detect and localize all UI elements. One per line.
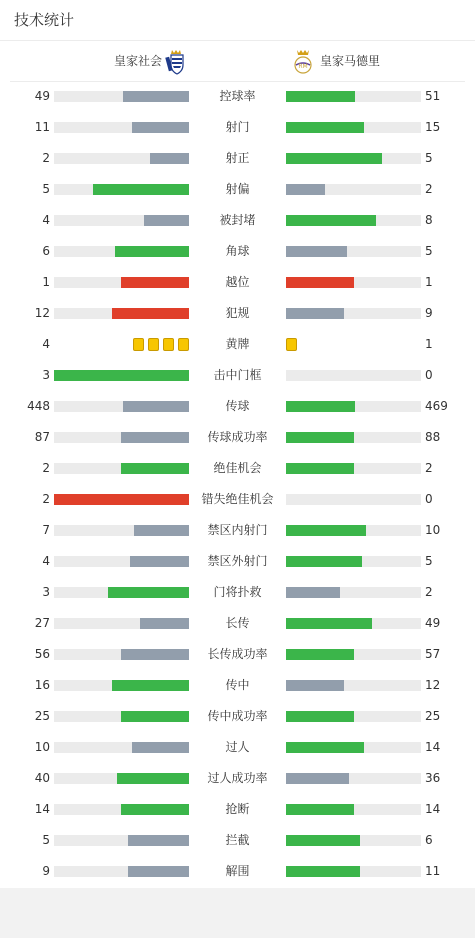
home-stat-bar-track bbox=[54, 525, 189, 536]
home-stat-value: 27 bbox=[34, 616, 50, 630]
stat-row bbox=[0, 205, 475, 236]
away-stat-bar-track bbox=[286, 401, 421, 412]
stat-label: 击中门框 bbox=[213, 368, 262, 382]
stat-row bbox=[0, 577, 475, 608]
away-stat-value: 12 bbox=[425, 678, 441, 692]
home-stat-bar bbox=[128, 835, 189, 846]
stat-label: 过人成功率 bbox=[207, 771, 268, 785]
away-stat-bar-track bbox=[286, 866, 421, 877]
away-stat-value: 6 bbox=[425, 833, 433, 847]
home-stat-value: 3 bbox=[42, 585, 50, 599]
away-stat-bar bbox=[286, 525, 366, 536]
home-stat-value: 4 bbox=[42, 554, 50, 568]
away-stat-bar bbox=[286, 215, 376, 226]
away-stat-value: 25 bbox=[425, 709, 441, 723]
away-stat-bar-track bbox=[286, 742, 421, 753]
home-stat-bar-track bbox=[54, 618, 189, 629]
home-stat-value: 5 bbox=[42, 182, 50, 196]
away-stat-bar-track bbox=[286, 711, 421, 722]
away-stat-bar-track bbox=[286, 494, 421, 505]
away-stat-bar-track bbox=[286, 773, 421, 784]
stat-label: 传球成功率 bbox=[207, 430, 268, 444]
stat-label: 传中成功率 bbox=[207, 709, 268, 723]
home-stat-value: 2 bbox=[42, 151, 50, 165]
stat-row bbox=[0, 236, 475, 267]
home-stat-value: 2 bbox=[42, 461, 50, 475]
home-stat-value: 14 bbox=[34, 802, 50, 816]
home-stat-bar-track bbox=[54, 804, 189, 815]
stat-label: 被封堵 bbox=[219, 213, 256, 227]
home-stat-bar bbox=[121, 277, 189, 288]
away-stat-value: 14 bbox=[425, 802, 441, 816]
home-yellow-cards bbox=[129, 338, 189, 351]
away-stat-value: 5 bbox=[425, 554, 433, 568]
home-stat-bar-track bbox=[54, 215, 189, 226]
stat-label: 犯规 bbox=[225, 306, 250, 320]
away-stat-bar-track bbox=[286, 432, 421, 443]
yellow-card-icon bbox=[178, 338, 189, 351]
stat-label: 抢断 bbox=[225, 802, 250, 816]
stat-label: 射偏 bbox=[225, 182, 250, 196]
away-stat-value: 49 bbox=[425, 616, 441, 630]
home-stat-bar bbox=[54, 494, 189, 505]
away-stat-bar-track bbox=[286, 525, 421, 536]
stat-row bbox=[0, 174, 475, 205]
home-stat-bar bbox=[134, 525, 189, 536]
stat-label: 解围 bbox=[225, 864, 250, 878]
home-stat-bar-track bbox=[54, 835, 189, 846]
home-stat-bar-track bbox=[54, 370, 189, 381]
home-stat-bar bbox=[132, 122, 189, 133]
away-stat-bar bbox=[286, 432, 354, 443]
home-stat-bar-track bbox=[54, 91, 189, 102]
home-stat-bar-track bbox=[54, 277, 189, 288]
stat-row bbox=[0, 732, 475, 763]
stat-row bbox=[0, 608, 475, 639]
away-stat-value: 5 bbox=[425, 151, 433, 165]
stat-label: 禁区外射门 bbox=[207, 554, 268, 568]
away-stat-value: 36 bbox=[425, 771, 441, 785]
away-stat-bar-track bbox=[286, 246, 421, 257]
stat-row bbox=[0, 794, 475, 825]
away-stat-bar-track bbox=[286, 91, 421, 102]
away-stat-bar bbox=[286, 866, 360, 877]
home-stat-bar-track bbox=[54, 494, 189, 505]
home-stat-bar bbox=[130, 556, 189, 567]
home-stat-bar-track bbox=[54, 711, 189, 722]
away-yellow-cards bbox=[286, 338, 301, 351]
stat-row bbox=[0, 484, 475, 515]
home-stat-bar-track bbox=[54, 432, 189, 443]
stat-label: 控球率 bbox=[219, 89, 256, 103]
home-stat-bar-track bbox=[54, 153, 189, 164]
home-stat-bar bbox=[93, 184, 189, 195]
stat-label: 传球 bbox=[225, 399, 250, 413]
away-stat-value: 469 bbox=[425, 399, 448, 413]
away-stat-bar-track bbox=[286, 308, 421, 319]
home-stat-bar-track bbox=[54, 122, 189, 133]
stat-row bbox=[0, 701, 475, 732]
away-stat-value: 2 bbox=[425, 461, 433, 475]
team-header bbox=[0, 41, 475, 81]
away-stat-bar bbox=[286, 277, 354, 288]
away-stat-bar bbox=[286, 463, 354, 474]
away-stat-bar-track bbox=[286, 649, 421, 660]
away-stat-bar-track bbox=[286, 153, 421, 164]
home-stat-bar-track bbox=[54, 184, 189, 195]
home-stat-bar bbox=[117, 773, 189, 784]
away-stat-bar-track bbox=[286, 618, 421, 629]
home-stat-value: 9 bbox=[42, 864, 50, 878]
away-stat-bar bbox=[286, 587, 340, 598]
stat-label: 禁区内射门 bbox=[207, 523, 268, 537]
home-stat-value: 56 bbox=[34, 647, 50, 661]
home-stat-bar bbox=[121, 432, 189, 443]
home-stat-bar bbox=[132, 742, 189, 753]
home-stat-value: 2 bbox=[42, 492, 50, 506]
away-stat-value: 51 bbox=[425, 89, 441, 103]
away-stat-value: 88 bbox=[425, 430, 441, 444]
away-stat-bar bbox=[286, 680, 344, 691]
stat-row bbox=[0, 391, 475, 422]
home-stat-bar bbox=[150, 153, 189, 164]
yellow-card-icon bbox=[163, 338, 174, 351]
stat-label: 黄牌 bbox=[225, 337, 250, 351]
yellow-card-icon bbox=[133, 338, 144, 351]
home-stat-value: 16 bbox=[34, 678, 50, 692]
away-team-name: 皇家马德里 bbox=[320, 54, 381, 68]
away-stat-bar bbox=[286, 618, 372, 629]
stat-row bbox=[0, 298, 475, 329]
real-sociedad-crest-icon bbox=[165, 49, 187, 75]
home-stat-value: 12 bbox=[34, 306, 50, 320]
stat-label: 越位 bbox=[225, 275, 250, 289]
stat-row bbox=[0, 329, 475, 360]
stat-label: 角球 bbox=[225, 244, 250, 258]
stat-label: 长传成功率 bbox=[207, 647, 268, 661]
home-stat-bar bbox=[140, 618, 189, 629]
away-stat-bar-track bbox=[286, 587, 421, 598]
stat-label: 射门 bbox=[225, 120, 250, 134]
away-stat-bar bbox=[286, 308, 344, 319]
yellow-card-icon bbox=[286, 338, 297, 351]
page-title: 技术统计 bbox=[14, 11, 75, 29]
away-stat-value: 2 bbox=[425, 585, 433, 599]
away-stat-value: 57 bbox=[425, 647, 441, 661]
home-stat-value: 49 bbox=[34, 89, 50, 103]
home-stat-value: 1 bbox=[42, 275, 50, 289]
away-stat-value: 8 bbox=[425, 213, 433, 227]
stat-row bbox=[0, 546, 475, 577]
home-stat-value: 3 bbox=[42, 368, 50, 382]
away-stat-bar bbox=[286, 122, 364, 133]
stat-row bbox=[0, 422, 475, 453]
stat-row bbox=[0, 143, 475, 174]
home-stat-bar-track bbox=[54, 463, 189, 474]
home-stat-bar bbox=[112, 680, 189, 691]
away-stat-value: 14 bbox=[425, 740, 441, 754]
away-stat-bar bbox=[286, 401, 355, 412]
away-stat-value: 10 bbox=[425, 523, 441, 537]
home-stat-bar bbox=[54, 370, 189, 381]
home-stat-bar-track bbox=[54, 680, 189, 691]
away-stat-bar-track bbox=[286, 804, 421, 815]
home-stat-bar-track bbox=[54, 773, 189, 784]
home-stat-bar bbox=[121, 804, 189, 815]
home-stat-bar-track bbox=[54, 556, 189, 567]
away-stat-bar-track bbox=[286, 215, 421, 226]
stat-row bbox=[0, 81, 475, 112]
svg-text:RM: RM bbox=[298, 63, 308, 70]
home-stat-bar-track bbox=[54, 649, 189, 660]
home-stat-value: 40 bbox=[34, 771, 50, 785]
home-stat-value: 7 bbox=[42, 523, 50, 537]
away-stat-value: 1 bbox=[425, 337, 433, 351]
stat-label: 错失绝佳机会 bbox=[201, 492, 274, 506]
away-stat-value: 15 bbox=[425, 120, 441, 134]
home-stat-bar-track bbox=[54, 742, 189, 753]
home-stat-bar bbox=[108, 587, 189, 598]
home-stat-bar bbox=[144, 215, 189, 226]
home-stat-bar bbox=[128, 866, 189, 877]
away-stat-bar bbox=[286, 153, 382, 164]
away-stat-value: 0 bbox=[425, 368, 433, 382]
yellow-card-icon bbox=[148, 338, 159, 351]
stat-label: 传中 bbox=[225, 678, 250, 692]
away-stat-bar-track bbox=[286, 463, 421, 474]
stat-row bbox=[0, 763, 475, 794]
away-stat-bar bbox=[286, 184, 325, 195]
away-stat-bar bbox=[286, 804, 354, 815]
stat-label: 过人 bbox=[225, 740, 250, 754]
away-stat-bar-track bbox=[286, 835, 421, 846]
home-stat-bar bbox=[123, 91, 189, 102]
away-stat-bar bbox=[286, 556, 362, 567]
stat-row bbox=[0, 267, 475, 298]
stat-label: 拦截 bbox=[225, 833, 250, 847]
home-stat-value: 4 bbox=[42, 337, 50, 351]
home-stat-bar bbox=[123, 401, 189, 412]
home-stat-value: 87 bbox=[34, 430, 50, 444]
away-stat-bar-track bbox=[286, 680, 421, 691]
stat-row bbox=[0, 515, 475, 546]
away-stat-bar-track bbox=[286, 370, 421, 381]
home-stat-bar bbox=[112, 308, 189, 319]
away-stat-value: 9 bbox=[425, 306, 433, 320]
away-stat-bar-track bbox=[286, 184, 421, 195]
away-stat-bar bbox=[286, 246, 347, 257]
stat-label: 绝佳机会 bbox=[213, 461, 262, 475]
home-stat-value: 5 bbox=[42, 833, 50, 847]
away-stat-bar bbox=[286, 742, 364, 753]
away-stat-value: 1 bbox=[425, 275, 433, 289]
home-stat-bar bbox=[121, 649, 189, 660]
home-stat-bar bbox=[121, 463, 189, 474]
away-stat-value: 5 bbox=[425, 244, 433, 258]
away-stat-value: 0 bbox=[425, 492, 433, 506]
home-stat-bar-track bbox=[54, 401, 189, 412]
home-stat-value: 11 bbox=[34, 120, 50, 134]
home-stat-bar-track bbox=[54, 587, 189, 598]
home-stat-bar-track bbox=[54, 308, 189, 319]
stat-row bbox=[0, 639, 475, 670]
stat-row bbox=[0, 825, 475, 856]
home-stat-bar-track bbox=[54, 866, 189, 877]
away-stat-bar bbox=[286, 649, 354, 660]
home-stat-value: 25 bbox=[34, 709, 50, 723]
home-stat-value: 448 bbox=[27, 399, 50, 413]
away-stat-bar bbox=[286, 835, 360, 846]
home-stat-bar bbox=[121, 711, 189, 722]
home-stat-value: 4 bbox=[42, 213, 50, 227]
away-stat-value: 2 bbox=[425, 182, 433, 196]
away-stat-bar-track bbox=[286, 122, 421, 133]
stat-row bbox=[0, 112, 475, 143]
home-stat-value: 6 bbox=[42, 244, 50, 258]
away-stat-bar bbox=[286, 91, 355, 102]
stat-label: 射正 bbox=[225, 151, 250, 165]
stat-row bbox=[0, 670, 475, 701]
home-stat-bar bbox=[115, 246, 189, 257]
away-stat-value: 11 bbox=[425, 864, 441, 878]
stat-row bbox=[0, 360, 475, 391]
real-madrid-crest-icon bbox=[291, 48, 315, 74]
stat-row bbox=[0, 453, 475, 484]
home-team-name: 皇家社会 bbox=[113, 54, 162, 68]
away-stat-bar bbox=[286, 711, 354, 722]
home-stat-bar-track bbox=[54, 246, 189, 257]
away-stat-bar-track bbox=[286, 556, 421, 567]
away-stat-bar bbox=[286, 773, 349, 784]
stat-label: 门将扑救 bbox=[213, 585, 262, 599]
away-stat-bar-track bbox=[286, 277, 421, 288]
stat-label: 长传 bbox=[225, 616, 250, 630]
home-stat-value: 10 bbox=[34, 740, 50, 754]
stat-row bbox=[0, 856, 475, 887]
